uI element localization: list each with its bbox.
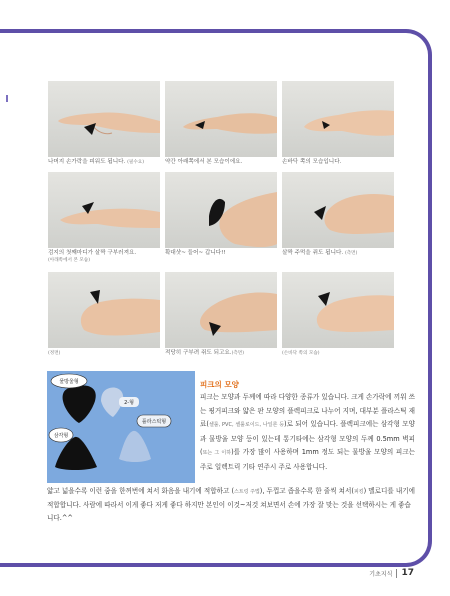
caption-5: 확대샷~ 들어~ 갑니다!! [165, 250, 226, 256]
section-body: 피크는 모양과 두께에 따라 다양한 종류가 있습니다. 크게 손가락에 끼워 쓰는 핑거피크와 얇은 판 모양의 플렉피크로 나누어 지며, 대부분 플라스틱 재료(셀룰, PVC, 셀룰로이드, 나일론 등)로 되어 있습니다. 플렉피크에는 삼각형 모양과 물방울 모양 등이 있는데 통기타에는 삼각형 모양의 두께 0.5mm 벽피(또는 그 이하)를 가장 많이 사용하며 1mm 정도 되는 물방울 모양의 피크는 주로 일렉트릭 기타 연주시 주로 사용합니다. [200, 393, 415, 471]
caption-4-sub: (아래쪽에서 본 모습) [48, 258, 91, 263]
photo-closeup [165, 172, 277, 248]
footer-divider [396, 569, 397, 578]
page-number: 17 [401, 568, 414, 578]
photo-palm-side [282, 272, 394, 348]
tag-plastic: 플라스틱형 [141, 419, 167, 425]
caption-4: 검지의 첫째마디가 살짝 구부러져요. [48, 250, 137, 256]
caption-8: 적당히 구부려 쥐도 되고요.(측면) [165, 350, 245, 356]
photo-bent-grip [165, 272, 277, 348]
caption-1: 나머지 손가락을 피워도 됩니다. (필수요) [48, 159, 145, 165]
photo-hand-palm [282, 81, 394, 157]
tag-triangle: 삼각형 [53, 433, 69, 439]
section-body-continued: 얇고 넓을수록 이런 줌을 한꺼번에 쳐서 화음을 내기에 적합하고 (스트링 주법), 두껍고 좁을수록 한 줄씩 쳐서(피킹) 멜로디를 내기에 적합합니다. 사람에 따라서 이게 좋다 저게 좋다 하지만 본인이 이것~저것 쳐보면서 손에 가장 잘 맞는 것을 선택하시는 게 좋습니다.^^ [47, 487, 415, 522]
photo-hand-flat [48, 81, 160, 157]
caption-2: 약간 아래쪽에서 본 모습이에요. [165, 159, 243, 165]
photo-hand-below [165, 81, 277, 157]
photo-fist [282, 172, 394, 248]
caption-9: (손바닥 쪽의 모습) [282, 351, 320, 356]
caption-3: 손바닥 쪽의 모습입니다. [282, 159, 342, 165]
caption-6: 살짝 주먹을 쥐도 됩니다. (측면) [282, 250, 358, 256]
caption-7: (정면) [48, 351, 61, 356]
photo-index-bent [48, 172, 160, 248]
margin-mark [6, 95, 8, 102]
tag-type2: 2-형 [124, 400, 134, 406]
section-heading: 피크의 모양 [200, 380, 239, 389]
page-footer [369, 568, 414, 578]
tag-teardrop: 물방울형 [59, 379, 79, 385]
photo-front [48, 272, 160, 348]
pick-shapes-photo [47, 371, 195, 483]
footer-label: 기초지식 [369, 570, 393, 578]
